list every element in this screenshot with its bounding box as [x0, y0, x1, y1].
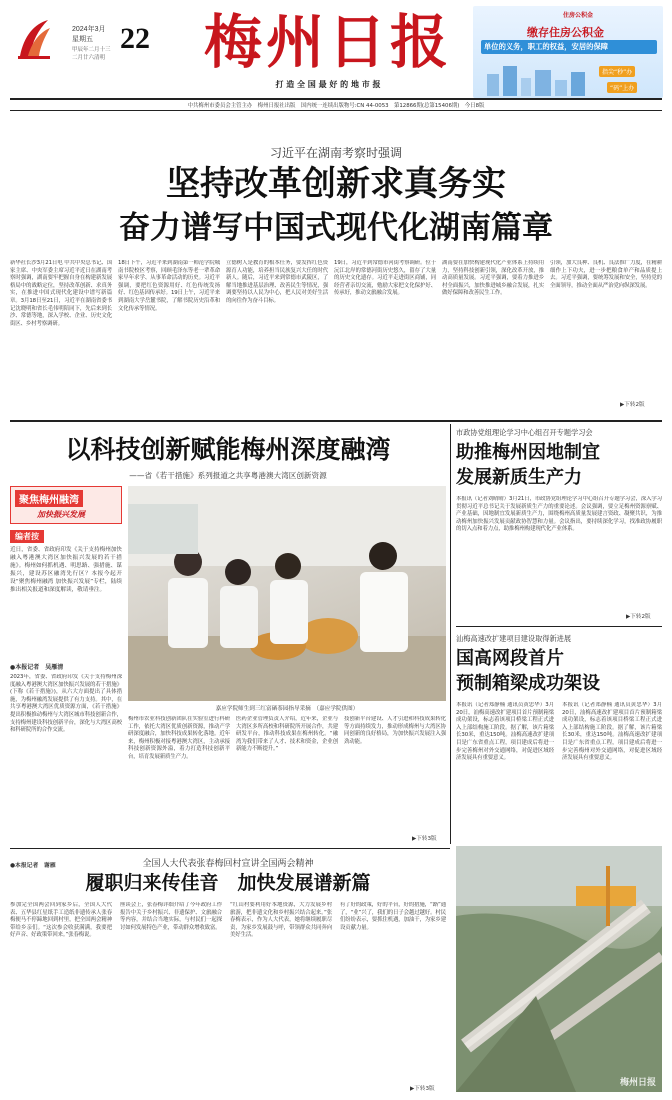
lead-column-2: 18日下午，习近平来到湖南第一师范学院城南书院校区考察，回顾毛泽东等老一辈革命家早年求学、从事革命活动的历史。习近平强调，要把红色资源用好、红色传统发扬好、红色基因传承好。19日上午，习近平来到湖南大学岳麓书院，了解书院历史沿革和文化传承等情况。	[118, 260, 220, 312]
bridge-scene-icon	[456, 846, 662, 1092]
bottom-kicker: 全国人大代表张春梅回村宣讲全国两会精神	[142, 859, 314, 869]
newspaper-logo-icon	[14, 16, 54, 62]
bottom-story	[10, 852, 446, 1096]
ad-badge-1: 指尖“秒”办	[599, 66, 635, 77]
feature-continue: ▶下转3版	[412, 836, 437, 842]
lead-column-5: 湖南要在加快构建现代化产业体系上持续用力，坚持科技创新引领，深化改革开放，推动高质量发展。习近平强调，要着力推进乡村全面振兴，加快推进城乡融合发展，扎实做好保障和改善民生工作。	[442, 260, 544, 297]
weekday: 星期五	[72, 35, 93, 43]
paper-slogan: 打 造 全 国 最 好 的 地 市 报	[275, 80, 381, 89]
lead-headline-1: 坚持改革创新求真务实	[166, 164, 506, 204]
right-bottom-headline-1: 国高网段首片	[456, 648, 564, 669]
right-top-body: 本报讯（记者刘晴晴）3月21日，市政协党组理论学习中心组召开专题学习会，深入学习贯彻习近平总书记关于发展新质生产力的重要论述。会议强调，要立足梅州资源禀赋、产业基础，因地制宜发展新质生产力，围绕梅州高质量发展建言资政、凝聚共识，为推动梅州加快振兴发展贡献政协智慧和力量。会议指出，要持续深化学习，找准政协履职的切入点和着力点，助推梅州构建现代化产业体系。	[456, 496, 662, 533]
day-number: 22	[120, 22, 150, 55]
right-bottom-headline-2: 预制箱梁成功架设	[456, 673, 600, 694]
city-skyline-icon	[483, 60, 593, 96]
lead-column-3: 立德树人是教育的根本任务，要发挥红色资源育人功能，培养担当民族复兴大任的时代新人。随后，习近平来到常德市武陵区，了解当地推进基层治理、改善民生等情况，强调要坚持以人民为中心，把人民对美好生活的向往作为奋斗目标。	[226, 260, 328, 304]
lunar-date-2: 二月廿六清明	[72, 55, 106, 61]
bridge-photo	[456, 846, 662, 1092]
feature-column-b: 梅州市农业科技创新团队在实验室进行科研工作，依托大湾区优质创新资源，推动产学研深度融合，加快科技成果转化落地。近年来，梅州积极对接粤港澳大湾区，主动承接科技创新资源外溢，着力打造科技创新平台，培育发展新质生产力。	[128, 716, 230, 760]
right-top-headline-2: 发展新质生产力	[456, 467, 582, 488]
masthead	[0, 0, 672, 112]
feature-column-d: 技创新平台建设、人才引进和科技成果转化等方面持续发力，推动形成梅州与大湾区协同创新的良好格局，为加快振兴发展注入强劲动能。	[344, 716, 446, 745]
lead-column-1: 新华社长沙3月21日电 中共中央总书记、国家主席、中央军委主席习近平近日在湖南考察时强调，湖南要牢把握自身在构建新发展格局中的战略定位，坚持改革创新、求真务实，在推进中国式现代化建设中谱写新篇章。3月18日至21日，习近平在湖南省委书记沈晓明和省长毛伟明陪同下，先后来到长沙、常德等地，深入学校、企业、历史文化街区、乡村考察调研。	[10, 260, 112, 327]
lead-column-6: 引领，加大良种、良机、良法推广力度，在精耕细作上下功夫，进一步把粮食单产和品质提上去。习近平强调，要统筹发展和安全，坚持党的全面领导，推动全面从严治党向纵深发展。	[550, 260, 662, 289]
feature-story	[10, 424, 446, 844]
ad-badge-2: “码”上办	[607, 82, 637, 93]
lead-headline-2: 奋力谱写中国式现代化湖南篇章	[119, 210, 553, 246]
bottom-column-c: “红山村要利用好本地资源，大力发展乡村旅游，把非遗文化和乡村振兴结合起来。”张春梅表示，作为人大代表，她将继续履职尽责，为家乡发展鼓与呼，带领群众共同奔向美好生活。	[230, 902, 332, 939]
feature-column-a: 2023年，省委、省政府印发《关于支持梅州深度融入粤港澳大湾区加快振兴发展的若干措施》(下称《若干措施》)，从六大方面提出了具体措施，为梅州融湾发展提供了有力支持。其中，在共享粤港澳大湾区优质资源方面，《若干措施》提出积极推动梅州与大湾区城市科技创新合作，支持梅州建设科技创新平台，深化与大湾区高校和科研院所的合作交流。	[10, 674, 122, 734]
lead-continue: ▶下转2版	[620, 402, 645, 408]
ad-title: 缴存住房公积金	[527, 26, 604, 39]
feature-byline: ●本报记者 吴雁清	[10, 664, 64, 671]
section-divider-2	[10, 848, 450, 849]
bottom-column-b: 座谈会上，张春梅详细介绍了今年政府工作报告中关于乡村振兴、非遗保护、文旅融合等内容，并结合当地实际，与村民们一起探讨如何发展特色产业，带动群众增收致富。	[120, 902, 222, 931]
editor-note-label: 编者按	[10, 530, 44, 543]
right-top-headline-1: 助推梅州因地制宜	[456, 442, 600, 463]
lab-photo	[128, 486, 446, 701]
column-banner	[10, 486, 122, 524]
lunar-date-1: 甲辰年二月十三	[72, 47, 111, 53]
masthead-rule-2	[10, 110, 662, 111]
ad-top: 住房公积金	[563, 12, 594, 19]
right-divider	[456, 626, 662, 627]
bottom-column-d: 有了好的政策，好的平台，好的措施，“路”通了，“业”兴了，我们的日子会越过越好。村民们纷纷表示，要抓住机遇，加油干，为家乡建设贡献力量。	[340, 902, 446, 931]
banner-title: 聚焦梅州融湾	[15, 490, 83, 507]
publication-line: 中共梅州市委员会主管主办 梅州日报社出版 国内统一连续出版物号:CN 44-0053 第12866期(总第15406期) 今日8版	[187, 103, 485, 109]
lead-column-4: 19日，习近平到常德市河街考察调研。位于沅江北岸的常德河街历史悠久，留存了大量的历史文化遗存。习近平走进街区商铺，同经营者亲切交流，勉励大家把文化保护好、传承好，推动文旅融合发展。	[334, 260, 436, 297]
date-block	[58, 24, 170, 68]
bottom-column-a: 参加完全国两会回到家乡后，全国人大代表、五华县红星纸手工造纸非遗传承人张春梅便马不停蹄地回到村里，把全国两会精神带给乡亲们。“这次参会收获满满，我要把好声音、好政策带回来。”张春梅说。	[10, 902, 112, 939]
feature-column-c: 医药企业管理负责人介绍，近年来，企业与大湾区多所高校和科研院所开展合作，共建研发平台，推动科技成果在梅州转化。“融湾为我们带来了人才、技术和资金，企业创新能力不断提升。”	[236, 716, 338, 753]
lead-story	[10, 114, 662, 414]
feature-headline: 以科技创新赋能梅州深度融湾	[65, 435, 391, 464]
editor-note-text: 近日，省委、省政府印发《关于支持梅州加快融入粤港澳大湾区加快振兴发展的若干措施》。梅州如何抓机遇、明思路、强措施、谋振兴，建设苏区融湾先行区？本报今起开设“聚焦梅州融湾 加快振兴发展”专栏，陆续推出相关报道和深度解读，敬请垂注。	[10, 547, 122, 593]
right-bottom-body-2: 本报讯（记者郑静楠 通讯员黄忠华）3月20日，汕梅高速改扩建项目首片预制箱梁成功架设，标志着该项目桥梁工程正式进入上部结构施工阶段。据了解，该片箱梁长30米，重达150吨。汕梅高速改扩建项目是广东省重点工程，项目建成后将进一步完善梅州对外交通网络，对促进区域经济发展具有重要意义。	[562, 702, 662, 762]
lab-scene-icon	[128, 486, 446, 701]
lab-photo-caption: 嘉应学院师生到三红富硒茶园指导采摘 （嘉应学院供图）	[215, 706, 359, 712]
masthead-rule	[10, 98, 662, 100]
photo-watermark: 梅州日报	[619, 1078, 656, 1088]
date-line: 2024年3月	[72, 26, 106, 33]
housing-fund-ad	[473, 6, 663, 98]
right-top-continue: ▶下转2版	[626, 614, 651, 620]
right-bottom-body: 本报讯（记者郑静楠 通讯员黄忠华）3月20日，汕梅高速改扩建项目首片预制箱梁成功架设，标志着该项目桥梁工程正式进入上部结构施工阶段。据了解，该片箱梁长30米，重达150吨。汕梅高速改扩建项目是广东省重点工程，项目建成后将进一步完善梅州对外交通网络，对促进区域经济发展具有重要意义。	[456, 702, 554, 762]
right-top-kicker: 市政协党组理论学习中心组召开专题学习会	[456, 428, 593, 437]
banner-subtitle: 加快振兴发展	[37, 510, 85, 519]
feature-subhead: ——省《若干措施》系列报道之共享粤港澳大湾区创新资源	[129, 471, 327, 480]
column-divider	[450, 424, 451, 844]
ad-line: 单位的义务，职工的权益，安居的保障	[481, 40, 657, 54]
paper-title: 梅州日报	[203, 8, 452, 76]
bottom-headline: 履职归来传佳音 加快发展谱新篇	[85, 872, 371, 894]
right-bottom-story	[456, 630, 662, 1094]
bottom-byline: ●本报记者 谢雁	[10, 863, 56, 869]
right-top-story	[456, 424, 662, 622]
bottom-continue: ▶下转3版	[410, 1086, 435, 1092]
right-bottom-kicker: 汕梅高速改扩建项目建设取得新进展	[456, 634, 572, 643]
lead-kicker: 习近平在湖南考察时强调	[269, 146, 402, 160]
section-divider-1	[10, 420, 662, 422]
